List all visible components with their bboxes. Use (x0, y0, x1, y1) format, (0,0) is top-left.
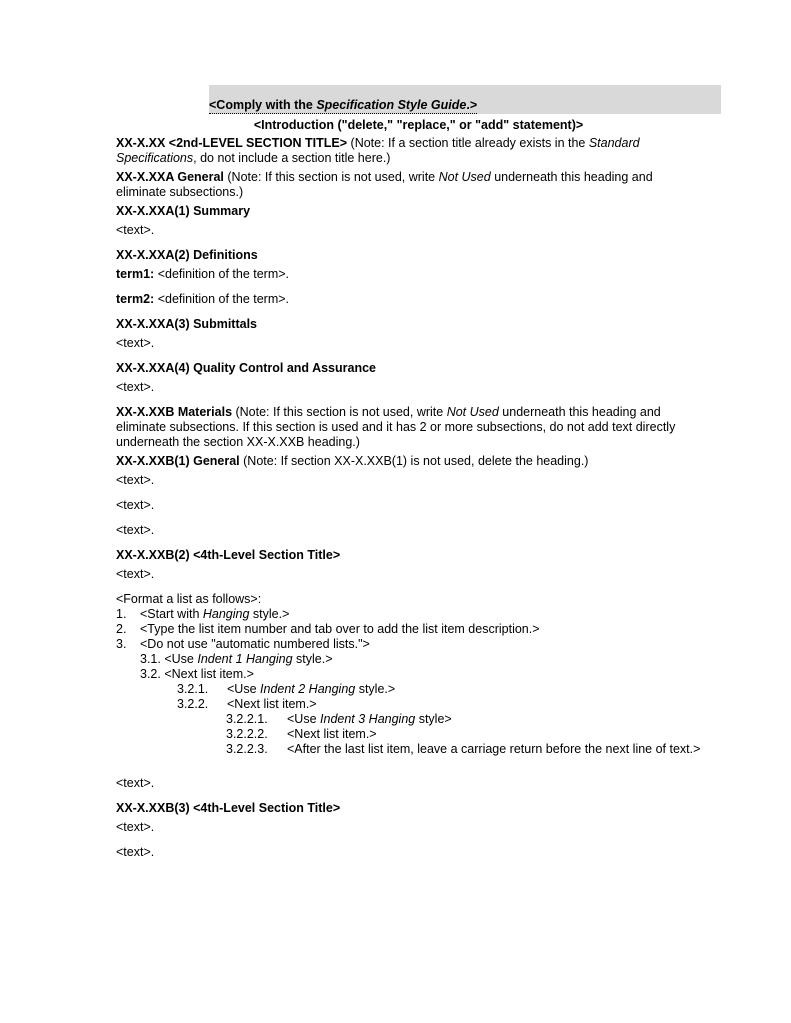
general-note-a: (Note: If this section is not used, write (223, 170, 439, 184)
list-item-text: <Use (287, 712, 321, 726)
introduction-statement: <Introduction ("delete," "replace," or "add" statement)> (253, 118, 584, 132)
list-item (116, 742, 706, 757)
fourth-level-a-heading (116, 548, 706, 563)
list-item-number: 3.2.2.3. (226, 742, 268, 756)
list-item-text-end: style.> (292, 652, 333, 666)
term-2-label: term2: (116, 292, 155, 306)
list-item-number: 3.2. (140, 667, 161, 681)
list-item-text: <Use (160, 652, 198, 666)
list-item-text: <Next list item.> (160, 667, 254, 681)
submittals-heading (116, 317, 706, 332)
fourth-level-b-heading (116, 801, 706, 816)
style-note-guide-name: Specification Style Guide (316, 98, 467, 112)
fourth-level-a-text: <text>. (116, 567, 155, 581)
term-1-label: term1: (116, 267, 155, 281)
list-item-number: 3.1. (140, 652, 161, 666)
after-list-text: <text>. (116, 776, 155, 790)
list-item (116, 652, 706, 667)
fourth-level-a-heading-text: XX-X.XXB(2) <4th-Level Section Title> (116, 548, 341, 562)
list-item-number: 3.2.2. (177, 697, 209, 711)
list-item-text: <Start with (140, 607, 203, 621)
list-item (116, 637, 706, 652)
section-title-note-a: (Note: If a section title already exists in the (347, 136, 589, 150)
materials-general-heading: XX-X.XXB(1) General (116, 454, 240, 468)
section-title-paragraph (116, 136, 706, 166)
style-guide-note (209, 98, 477, 114)
list-item-text: <Next list item.> (227, 697, 317, 711)
fourth-level-b-heading-text: XX-X.XXB(3) <4th-Level Section Title> (116, 801, 341, 815)
list-item-number: 2. (116, 622, 127, 636)
general-note-b: underneath this heading and eliminate subsections.) (116, 170, 653, 199)
style-note-prefix: <Comply with the (209, 98, 317, 112)
list-item (116, 667, 706, 682)
fourth-level-b-text-2: <text>. (116, 845, 155, 859)
list-item-style-name: Indent 3 Hanging (320, 712, 416, 726)
submittals-heading-text: XX-X.XXA(3) Submittals (116, 317, 257, 331)
materials-heading: XX-X.XXB Materials (116, 405, 233, 419)
list-item-number: 3.2.2.2. (226, 727, 268, 741)
list-item-style-name: Indent 1 Hanging (197, 652, 293, 666)
list-item-text-end: style.> (249, 607, 290, 621)
quality-text: <text>. (116, 380, 155, 394)
list-item (116, 697, 706, 712)
quality-heading (116, 361, 706, 376)
list-item (116, 712, 706, 727)
list-item-text: <Do not use "automatic numbered lists."> (140, 637, 370, 651)
list-item-number: 3. (116, 637, 127, 651)
list-item (116, 622, 706, 637)
section-title-heading: XX-X.XX <2nd-LEVEL SECTION TITLE> (116, 136, 348, 150)
definition-term-2 (116, 292, 706, 307)
term-1-definition: <definition of the term>. (154, 267, 290, 281)
summary-heading (116, 204, 706, 219)
list-item-text-end: style> (415, 712, 452, 726)
list-item-text-end: style.> (355, 682, 396, 696)
definition-term-1 (116, 267, 706, 282)
summary-text: <text>. (116, 223, 155, 237)
materials-general-text-3: <text>. (116, 523, 155, 537)
formatted-list (116, 607, 706, 757)
list-item-text: <Type the list item number and tab over to add the list item description.> (140, 622, 540, 636)
general-paragraph (116, 170, 706, 200)
document-body (116, 136, 706, 860)
fourth-level-b-text-1: <text>. (116, 820, 155, 834)
term-2-definition: <definition of the term>. (154, 292, 290, 306)
list-item-text: <Next list item.> (287, 727, 377, 741)
submittals-text: <text>. (116, 336, 155, 350)
general-heading: XX-X.XXA General (116, 170, 224, 184)
list-item-text: <Use (227, 682, 261, 696)
definitions-heading-text: XX-X.XXA(2) Definitions (116, 248, 258, 262)
materials-general-text-2: <text>. (116, 498, 155, 512)
materials-paragraph (116, 405, 706, 450)
list-item-style-name: Indent 2 Hanging (260, 682, 356, 696)
list-item (116, 727, 706, 742)
materials-note-italic: Not Used (446, 405, 499, 419)
list-item-number: 1. (116, 607, 127, 621)
list-item (116, 682, 706, 697)
definitions-heading (116, 248, 706, 263)
list-item (116, 607, 706, 622)
list-item-number: 3.2.1. (177, 682, 209, 696)
materials-note-a: (Note: If this section is not used, write (232, 405, 447, 419)
list-item-style-name: Hanging (202, 607, 250, 621)
materials-general-text-1: <text>. (116, 473, 155, 487)
quality-heading-text: XX-X.XXA(4) Quality Control and Assurance (116, 361, 377, 375)
list-intro: <Format a list as follows>: (116, 592, 262, 606)
summary-heading-text: XX-X.XXA(1) Summary (116, 204, 251, 218)
materials-general-paragraph (116, 454, 706, 469)
materials-note-b: underneath this heading and eliminate subsections. If this section is used and it has 2 or more subsections, do not add text directly underneath the section XX-X.XXB heading.) (116, 405, 676, 449)
materials-general-note: (Note: If section XX-X.XXB(1) is not used, delete the heading.) (239, 454, 589, 468)
style-note-suffix: .> (466, 98, 478, 112)
general-note-italic: Not Used (438, 170, 491, 184)
section-title-note-italic: Standard Specifications (116, 136, 640, 165)
list-item-text: <After the last list item, leave a carriage return before the next line of text.> (287, 742, 701, 756)
section-title-note-b: , do not include a section title here.) (193, 151, 391, 165)
list-item-number: 3.2.2.1. (226, 712, 268, 726)
